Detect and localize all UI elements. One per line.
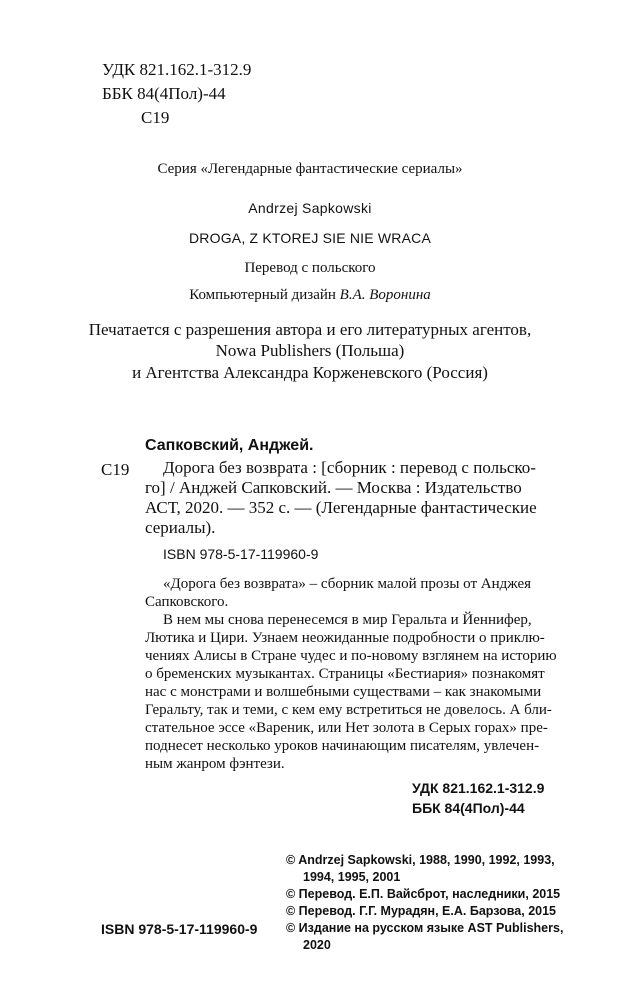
permission-line-2: Nowa Publishers (Польша) xyxy=(215,341,405,360)
udk-code: УДК 821.162.1-312.9 xyxy=(102,60,252,79)
design-credit xyxy=(0,287,620,304)
catalog-line: го] / Анджей Сапковский. — Москва : Издательство xyxy=(145,478,522,497)
abstract-udk: УДК 821.162.1-312.9 xyxy=(412,780,545,796)
abstract-line: Геральту, так и теми, с кем ему встретиться не довелось. А бли- xyxy=(145,702,552,718)
abstract-line: «Дорога без возврата» – сборник малой прозы от Анджея xyxy=(163,576,532,592)
copyright-line: © Издание на русском языке AST Publishers, xyxy=(286,921,564,935)
copyright-line: © Andrzej Sapkowski, 1988, 1990, 1992, 1993, xyxy=(286,853,555,867)
copyright-line: © Перевод. Е.П. Вайсброт, наследники, 2015 xyxy=(286,887,561,901)
catalog-heading: Сапковский, Анджей. xyxy=(145,437,314,454)
abstract-line: нас с монстрами и волшебными существами – как знакомыми xyxy=(145,684,542,700)
permission-line-3: и Агентства Александра Корженевского (Россия) xyxy=(132,363,488,382)
catalog-line: АСТ, 2020. — 352 с. — (Легендарные фантастические xyxy=(145,498,537,517)
catalog-line: Дорога без возврата : [сборник : перевод с польско- xyxy=(163,458,536,477)
abstract-bbk: ББК 84(4Пол)-44 xyxy=(412,800,525,816)
copyright-line: © Перевод. Г.Г. Мурадян, Е.А. Барзова, 2015 xyxy=(286,904,557,918)
original-title: DROGA, Z KTOREJ SIE NIE WRACA xyxy=(188,230,432,246)
abstract-line: В нем мы снова перенесемся в мир Геральта и Йеннифер, xyxy=(163,612,532,628)
catalog-line: сериалы). xyxy=(145,518,216,537)
abstract-line: о бременских музыкантах. Страницы «Бестиария» познакомят xyxy=(145,666,545,682)
copyright-line: 1994, 1995, 2001 xyxy=(303,870,401,884)
abstract-line: поднесет несколько уроков начинающим писателям, увлечен- xyxy=(145,738,540,754)
abstract-line: Лютика и Цири. Узнаем неожиданные подробности о приклю- xyxy=(145,630,545,646)
author-sign: С19 xyxy=(141,108,170,127)
footer-isbn: ISBN 978-5-17-119960-9 xyxy=(101,921,258,937)
catalog-sign: С19 xyxy=(101,460,130,479)
catalog-isbn: ISBN 978-5-17-119960-9 xyxy=(163,546,319,562)
design-label: Компьютерный дизайн xyxy=(189,287,336,303)
abstract-line: Сапковского. xyxy=(145,594,229,610)
abstract-line: ным жанром фэнтези. xyxy=(145,756,285,772)
design-name: В.А. Воронина xyxy=(339,287,431,303)
abstract-line: стательное эссе «Вареник, или Нет золота в Серых горах» пре- xyxy=(145,720,548,736)
permission-line-1: Печатается с разрешения автора и его литературных агентов, xyxy=(88,320,532,339)
bbk-code: ББК 84(4Пол)-44 xyxy=(102,84,226,103)
copyright-line: 2020 xyxy=(303,938,331,952)
translation-note: Перевод с польского xyxy=(244,260,376,276)
original-author: Andrzej Sapkowski xyxy=(248,200,372,216)
series-line: Серия «Легендарные фантастические сериалы» xyxy=(157,161,463,177)
abstract-line: чениях Алисы в Стране чудес и по-новому взглянем на историю xyxy=(145,648,557,664)
